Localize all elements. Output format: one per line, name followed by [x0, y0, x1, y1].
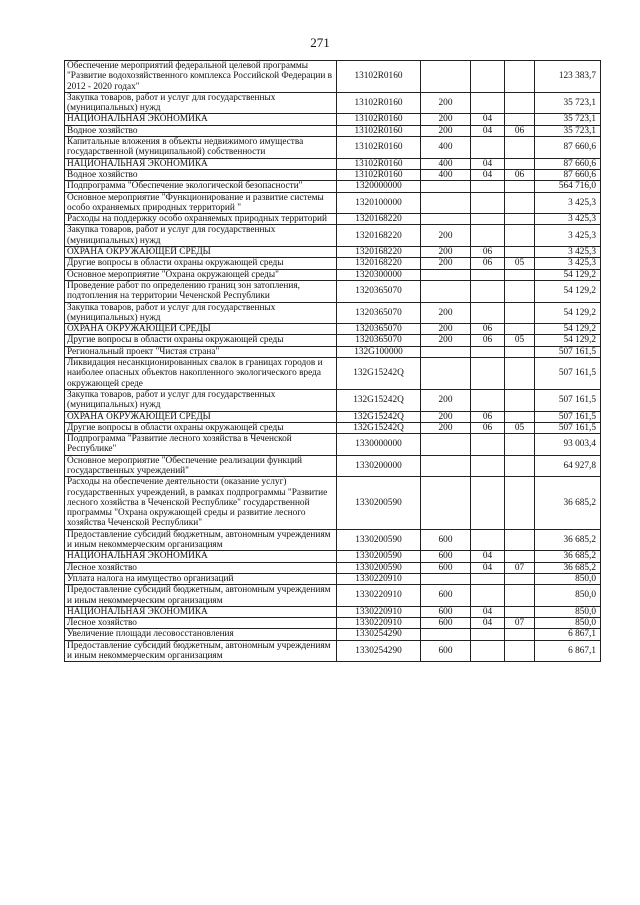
row-amount: 64 927,8 [535, 455, 601, 477]
row-name: Подпрограмма "Обеспечение экологической безопасности" [65, 181, 337, 192]
row-code: 1320168220 [337, 225, 421, 247]
table-row [65, 181, 601, 192]
row-pr [505, 280, 535, 302]
row-name: Основное мероприятие "Охрана окружающей среды" [65, 269, 337, 280]
row-amount: 54 129,2 [535, 269, 601, 280]
row-amount: 87 660,6 [535, 169, 601, 180]
row-code: 1330220910 [337, 573, 421, 584]
row-vr [421, 629, 471, 640]
row-rz: 06 [471, 247, 505, 258]
row-code: 13102R0160 [337, 92, 421, 114]
row-pr [505, 551, 535, 562]
row-pr: 05 [505, 258, 535, 269]
table-row [65, 280, 601, 302]
row-code: 13102R0160 [337, 125, 421, 136]
table-row [65, 606, 601, 617]
row-pr [505, 302, 535, 324]
row-amount: 3 425,3 [535, 247, 601, 258]
row-amount: 850,0 [535, 606, 601, 617]
row-rz: 06 [471, 324, 505, 335]
row-pr [505, 585, 535, 607]
row-code: 132G15242Q [337, 389, 421, 411]
table-row [65, 562, 601, 573]
row-amount: 123 383,7 [535, 61, 601, 93]
row-pr [505, 434, 535, 456]
row-name: Закупка товаров, работ и услуг для государственных (муниципальных) нужд [65, 92, 337, 114]
table-row [65, 324, 601, 335]
row-amount: 87 660,6 [535, 158, 601, 169]
row-name: Проведение работ по определению границ зон затопления, подтопления на территории Чеченской Республики [65, 280, 337, 302]
row-amount: 507 161,5 [535, 346, 601, 357]
row-code: 1320365070 [337, 335, 421, 346]
row-amount: 3 425,3 [535, 192, 601, 214]
row-name: Другие вопросы в области охраны окружающей среды [65, 258, 337, 269]
table-row [65, 302, 601, 324]
table-row [65, 92, 601, 114]
row-rz [471, 629, 505, 640]
row-code: 1320365070 [337, 324, 421, 335]
table-row [65, 158, 601, 169]
row-vr: 200 [421, 302, 471, 324]
table-row [65, 629, 601, 640]
table-row [65, 225, 601, 247]
row-name: Увеличение площади лесовосстановления [65, 629, 337, 640]
row-vr: 600 [421, 618, 471, 629]
row-rz [471, 302, 505, 324]
budget-table [64, 60, 601, 662]
table-row [65, 573, 601, 584]
table-row [65, 214, 601, 225]
table-row [65, 358, 601, 390]
table-row [65, 169, 601, 180]
table-row [65, 247, 601, 258]
row-rz [471, 573, 505, 584]
row-rz: 04 [471, 606, 505, 617]
table-row [65, 389, 601, 411]
row-rz [471, 192, 505, 214]
row-vr: 200 [421, 422, 471, 433]
row-rz: 06 [471, 258, 505, 269]
row-amount: 36 685,2 [535, 529, 601, 551]
row-name: Уплата налога на имущество организаций [65, 573, 337, 584]
table-row [65, 585, 601, 607]
row-vr [421, 181, 471, 192]
row-amount: 6 867,1 [535, 629, 601, 640]
row-amount: 54 129,2 [535, 335, 601, 346]
row-name: Другие вопросы в области охраны окружающей среды [65, 335, 337, 346]
row-code: 1320365070 [337, 302, 421, 324]
row-code: 1330220910 [337, 618, 421, 629]
row-amount: 93 003,4 [535, 434, 601, 456]
row-amount: 36 685,2 [535, 477, 601, 529]
row-code: 1320100000 [337, 192, 421, 214]
row-name: Лесное хозяйство [65, 562, 337, 573]
row-rz: 04 [471, 562, 505, 573]
row-name: ОХРАНА ОКРУЖАЮЩЕЙ СРЕДЫ [65, 411, 337, 422]
row-amount: 6 867,1 [535, 640, 601, 662]
row-amount: 54 129,2 [535, 324, 601, 335]
row-rz [471, 137, 505, 159]
row-pr [505, 346, 535, 357]
row-code: 1330254290 [337, 629, 421, 640]
table-row [65, 411, 601, 422]
row-pr [505, 324, 535, 335]
row-pr [505, 389, 535, 411]
row-rz [471, 640, 505, 662]
row-amount: 36 685,2 [535, 551, 601, 562]
row-pr [505, 181, 535, 192]
row-rz: 04 [471, 158, 505, 169]
row-vr: 200 [421, 125, 471, 136]
row-amount: 507 161,5 [535, 422, 601, 433]
row-vr: 200 [421, 225, 471, 247]
row-rz [471, 477, 505, 529]
row-name: Водное хозяйство [65, 169, 337, 180]
row-vr: 400 [421, 137, 471, 159]
row-amount: 3 425,3 [535, 225, 601, 247]
row-vr: 600 [421, 551, 471, 562]
row-pr [505, 61, 535, 93]
row-amount: 507 161,5 [535, 358, 601, 390]
table-row [65, 477, 601, 529]
row-name: ОХРАНА ОКРУЖАЮЩЕЙ СРЕДЫ [65, 247, 337, 258]
row-vr: 200 [421, 114, 471, 125]
row-amount: 850,0 [535, 573, 601, 584]
row-vr [421, 358, 471, 390]
row-pr [505, 225, 535, 247]
row-name: ОХРАНА ОКРУЖАЮЩЕЙ СРЕДЫ [65, 324, 337, 335]
row-code: 1320168220 [337, 258, 421, 269]
row-pr [505, 529, 535, 551]
row-code: 132G100000 [337, 346, 421, 357]
row-vr: 200 [421, 411, 471, 422]
row-name: Основное мероприятие "Обеспечение реализации функций государственных учреждений" [65, 455, 337, 477]
row-amount: 507 161,5 [535, 411, 601, 422]
row-code: 13102R0160 [337, 61, 421, 93]
row-amount: 3 425,3 [535, 258, 601, 269]
row-vr: 200 [421, 335, 471, 346]
row-amount: 3 425,3 [535, 214, 601, 225]
row-code: 1320168220 [337, 247, 421, 258]
row-rz: 06 [471, 422, 505, 433]
row-amount: 87 660,6 [535, 137, 601, 159]
row-vr [421, 61, 471, 93]
row-vr [421, 346, 471, 357]
row-vr [421, 477, 471, 529]
row-amount: 36 685,2 [535, 562, 601, 573]
row-rz: 04 [471, 169, 505, 180]
row-name: Ликвидация несанкционированных свалок в границах городов и наиболее опасных объектов накопленного экологического вреда окружающей среде [65, 358, 337, 390]
table-row [65, 434, 601, 456]
row-rz [471, 455, 505, 477]
row-rz [471, 269, 505, 280]
row-vr [421, 434, 471, 456]
row-rz [471, 225, 505, 247]
row-code: 1320168220 [337, 214, 421, 225]
table-row [65, 551, 601, 562]
row-code: 132G15242Q [337, 358, 421, 390]
table-row [65, 192, 601, 214]
row-code: 13102R0160 [337, 114, 421, 125]
row-amount: 35 723,1 [535, 92, 601, 114]
row-vr: 200 [421, 258, 471, 269]
table-row [65, 422, 601, 433]
row-vr [421, 269, 471, 280]
row-code: 1320000000 [337, 181, 421, 192]
row-vr [421, 280, 471, 302]
row-rz [471, 434, 505, 456]
table-row [65, 640, 601, 662]
row-code: 1330220910 [337, 585, 421, 607]
row-name: Капитальные вложения в объекты недвижимого имущества государственной (муниципальной) собственности [65, 137, 337, 159]
row-code: 1330254290 [337, 640, 421, 662]
table-row [65, 346, 601, 357]
row-pr [505, 192, 535, 214]
table-row [65, 529, 601, 551]
table-row [65, 335, 601, 346]
row-pr [505, 477, 535, 529]
row-rz: 06 [471, 411, 505, 422]
row-vr: 200 [421, 324, 471, 335]
row-amount: 507 161,5 [535, 389, 601, 411]
row-name: Расходы на поддержку особо охраняемых природных территорий [65, 214, 337, 225]
row-vr: 400 [421, 158, 471, 169]
row-vr: 200 [421, 389, 471, 411]
row-rz: 06 [471, 335, 505, 346]
row-rz [471, 346, 505, 357]
row-rz [471, 280, 505, 302]
row-rz [471, 214, 505, 225]
row-rz [471, 358, 505, 390]
row-amount: 35 723,1 [535, 114, 601, 125]
row-rz: 04 [471, 114, 505, 125]
row-amount: 35 723,1 [535, 125, 601, 136]
row-vr: 600 [421, 529, 471, 551]
row-pr [505, 247, 535, 258]
row-pr: 06 [505, 125, 535, 136]
row-name: НАЦИОНАЛЬНАЯ ЭКОНОМИКА [65, 606, 337, 617]
row-pr [505, 137, 535, 159]
row-rz [471, 389, 505, 411]
row-amount: 850,0 [535, 585, 601, 607]
table-row [65, 269, 601, 280]
table-row [65, 137, 601, 159]
row-name: Основное мероприятие "Функционирование и развитие системы особо охраняемых природных территорий " [65, 192, 337, 214]
row-pr: 07 [505, 618, 535, 629]
row-pr: 05 [505, 422, 535, 433]
row-pr [505, 640, 535, 662]
row-name: Обеспечение мероприятий федеральной целевой программы "Развитие водохозяйственного комплекса Российской Федерации в 2012 - 2020 годах" [65, 61, 337, 93]
row-vr: 400 [421, 169, 471, 180]
row-pr [505, 629, 535, 640]
row-name: НАЦИОНАЛЬНАЯ ЭКОНОМИКА [65, 551, 337, 562]
row-amount: 850,0 [535, 618, 601, 629]
row-name: Предоставление субсидий бюджетным, автономным учреждениям и иным некоммерческим организациям [65, 529, 337, 551]
row-name: Предоставление субсидий бюджетным, автономным учреждениям и иным некоммерческим организациям [65, 640, 337, 662]
row-code: 13102R0160 [337, 158, 421, 169]
row-vr: 600 [421, 585, 471, 607]
row-name: Предоставление субсидий бюджетным, автономным учреждениям и иным некоммерческим организациям [65, 585, 337, 607]
row-rz [471, 585, 505, 607]
table-row [65, 61, 601, 93]
row-name: Закупка товаров, работ и услуг для государственных (муниципальных) нужд [65, 389, 337, 411]
row-name: Закупка товаров, работ и услуг для государственных (муниципальных) нужд [65, 302, 337, 324]
row-name: Лесное хозяйство [65, 618, 337, 629]
row-code: 1330200000 [337, 455, 421, 477]
row-pr: 05 [505, 335, 535, 346]
row-code: 1330200590 [337, 551, 421, 562]
row-vr: 600 [421, 640, 471, 662]
row-rz: 04 [471, 551, 505, 562]
row-rz [471, 92, 505, 114]
row-pr: 06 [505, 169, 535, 180]
row-pr [505, 92, 535, 114]
row-pr [505, 214, 535, 225]
row-rz [471, 529, 505, 551]
row-rz: 04 [471, 618, 505, 629]
row-code: 1320365070 [337, 280, 421, 302]
row-pr [505, 606, 535, 617]
row-name: Водное хозяйство [65, 125, 337, 136]
page-number: 271 [310, 35, 330, 50]
row-rz [471, 61, 505, 93]
row-name: Региональный проект "Чистая страна" [65, 346, 337, 357]
row-code: 1330000000 [337, 434, 421, 456]
row-amount: 54 129,2 [535, 302, 601, 324]
row-code: 1320300000 [337, 269, 421, 280]
row-vr: 200 [421, 92, 471, 114]
row-code: 1330200590 [337, 562, 421, 573]
row-vr: 600 [421, 562, 471, 573]
row-pr [505, 573, 535, 584]
row-pr [505, 114, 535, 125]
row-rz: 04 [471, 125, 505, 136]
row-vr [421, 214, 471, 225]
row-code: 13102R0160 [337, 137, 421, 159]
row-name: НАЦИОНАЛЬНАЯ ЭКОНОМИКА [65, 114, 337, 125]
table-row [65, 114, 601, 125]
table-row [65, 618, 601, 629]
row-vr: 200 [421, 247, 471, 258]
row-amount: 564 716,0 [535, 181, 601, 192]
row-pr [505, 411, 535, 422]
table-row [65, 455, 601, 477]
row-pr [505, 455, 535, 477]
row-code: 1330200590 [337, 529, 421, 551]
row-vr: 600 [421, 606, 471, 617]
row-code: 1330220910 [337, 606, 421, 617]
row-vr [421, 192, 471, 214]
row-vr [421, 455, 471, 477]
row-name: Подпрограмма "Развитие лесного хозяйства в Чеченской Республике" [65, 434, 337, 456]
row-pr: 07 [505, 562, 535, 573]
row-pr [505, 358, 535, 390]
row-name: Другие вопросы в области охраны окружающей среды [65, 422, 337, 433]
row-code: 132G15242Q [337, 411, 421, 422]
row-pr [505, 158, 535, 169]
row-rz [471, 181, 505, 192]
table-row [65, 125, 601, 136]
row-code: 1330200590 [337, 477, 421, 529]
row-name: Расходы на обеспечение деятельности (оказание услуг) государственных учреждений, в рамках подпрограммы "Развитие лесного хозяйства в Чеченской Республике" государственной программы "Охрана окружающей среды и развитие лесного хозяйства Чеченской Республики" [65, 477, 337, 529]
row-vr [421, 573, 471, 584]
row-name: Закупка товаров, работ и услуг для государственных (муниципальных) нужд [65, 225, 337, 247]
row-code: 13102R0160 [337, 169, 421, 180]
table-row [65, 258, 601, 269]
row-amount: 54 129,2 [535, 280, 601, 302]
row-name: НАЦИОНАЛЬНАЯ ЭКОНОМИКА [65, 158, 337, 169]
row-pr [505, 269, 535, 280]
row-code: 132G15242Q [337, 422, 421, 433]
